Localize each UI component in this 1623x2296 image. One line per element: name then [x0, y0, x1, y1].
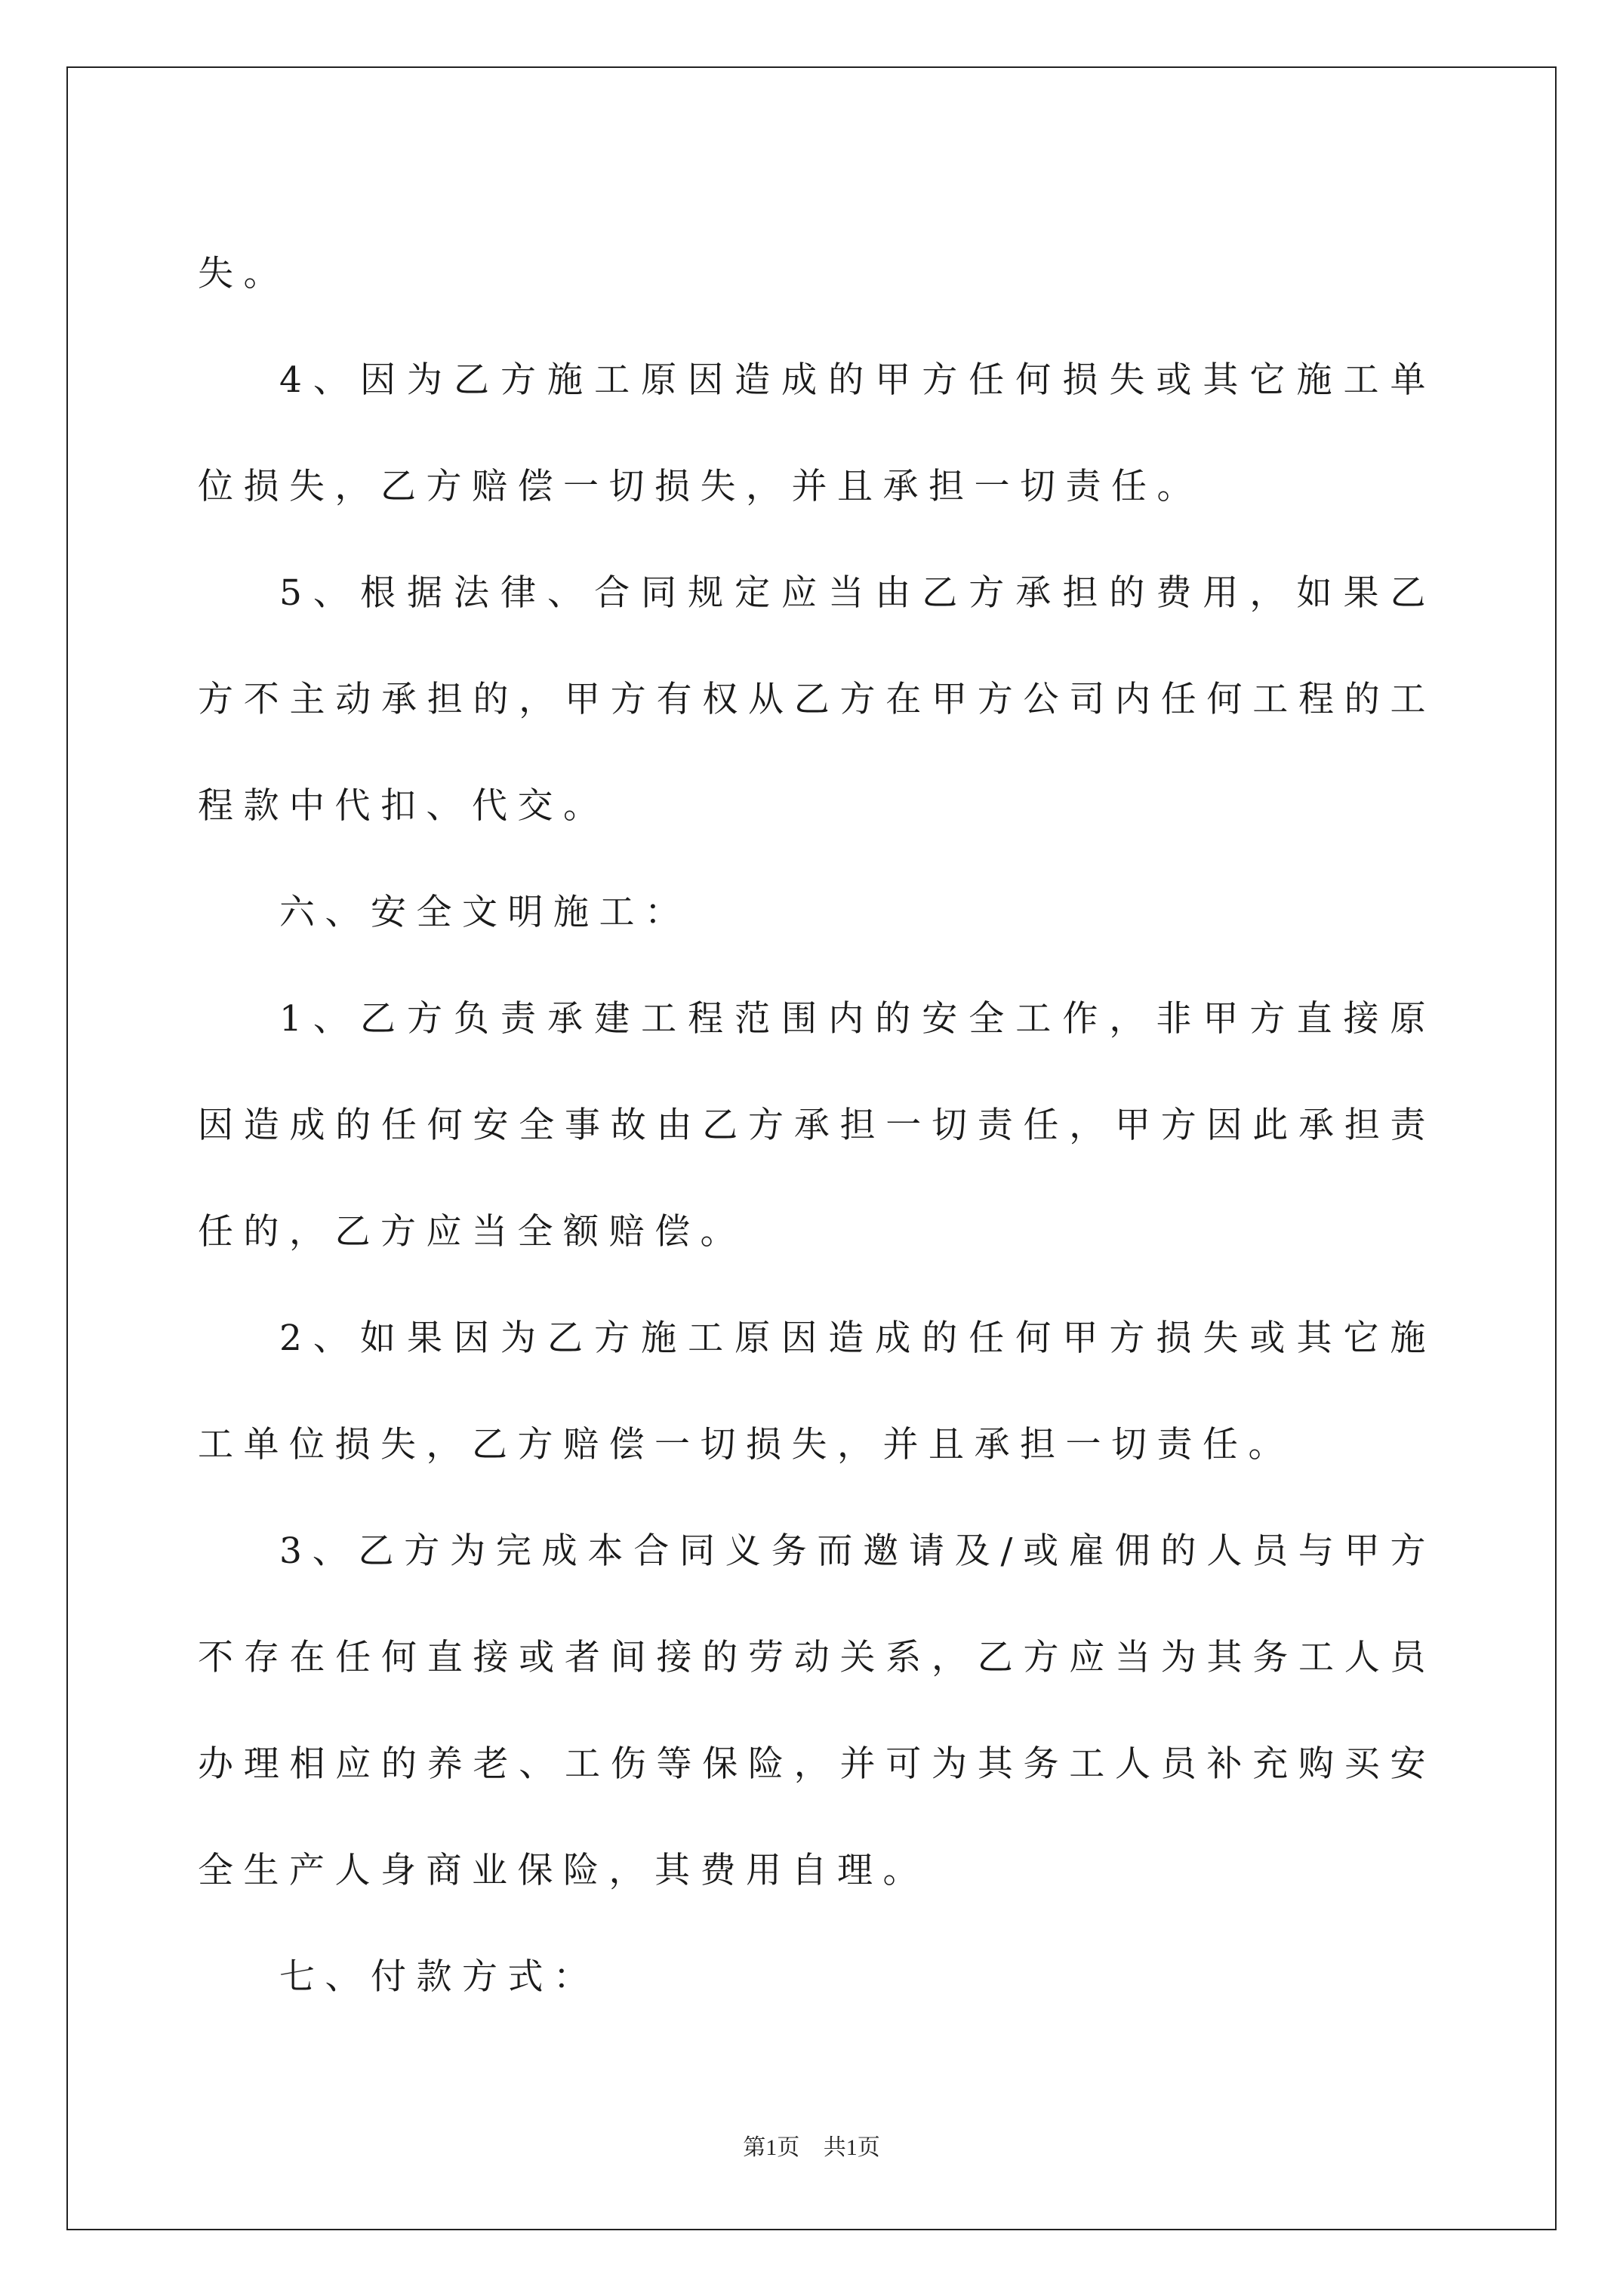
page-footer: [0, 2133, 1623, 2163]
paragraph-clause-5: 5、根据法律、合同规定应当由乙方承担的费用，如果乙方不主动承担的，甲方有权从乙方在甲方公司内任何工程的工程款中代扣、代交。: [198, 572, 1436, 827]
paragraph-safety-1: 1、乙方负责承建工程范围内的安全工作，非甲方直接原因造成的任何安全事故由乙方承担一切责任，甲方因此承担责任的，乙方应当全额赔偿。: [198, 998, 1436, 1253]
section-heading-payment: 七、付款方式：: [279, 1956, 599, 1998]
section-heading-safety: 六、安全文明施工：: [279, 892, 691, 933]
document-body: [198, 220, 1436, 2030]
paragraph-safety-3: 3、乙方为完成本合同义务而邀请及/或雇佣的人员与甲方不存在任何直接或者间接的劳动关系，乙方应当为其务工人员办理相应的养老、工伤等保险，并可为其务工人员补充购买安全生产人身商业保险，其费用自理。: [198, 1530, 1436, 1891]
page-number-current: 第1页: [743, 2135, 800, 2160]
paragraph-continuation: 失。: [198, 253, 289, 294]
paragraph-safety-2: 2、如果因为乙方施工原因造成的任何甲方损失或其它施工单位损失，乙方赔偿一切损失，并且承担一切责任。: [198, 1318, 1436, 1465]
page-number-total: 共1页: [823, 2135, 880, 2160]
paragraph-clause-4: 4、因为乙方施工原因造成的甲方任何损失或其它施工单位损失，乙方赔偿一切损失，并且承担一切责任。: [198, 359, 1436, 507]
